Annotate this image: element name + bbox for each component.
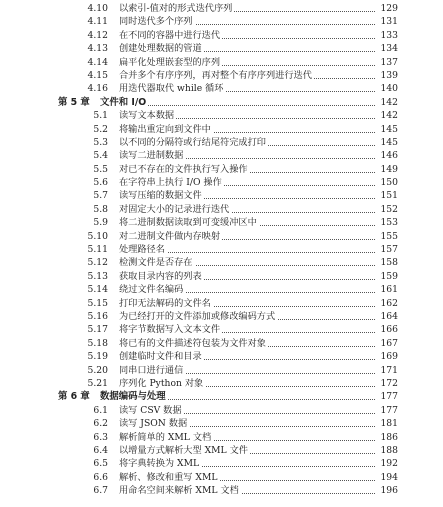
section-number: 6.2 [93,418,108,430]
toc-entry [0,149,443,162]
section-title: 处理路径名 [119,244,165,256]
toc-entry [0,189,443,202]
section-number: 4.13 [87,43,108,55]
page-number: 166 [376,323,398,336]
section-number: 5.12 [87,257,108,269]
page-number: 137 [376,56,398,69]
page-number: 181 [376,417,398,430]
section-title: 用迭代器取代 while 循环 [119,83,224,95]
toc-entry [0,337,443,350]
section-title: 创建临时文件和目录 [119,351,202,363]
section-number: 5.10 [87,230,108,242]
section-title: 解析、修改和重写 XML [119,471,218,483]
section-title: 将二进制数据读取到可变缓冲区中 [119,217,257,229]
page-number: 164 [376,310,398,323]
toc-entry [0,29,443,42]
page-number: 149 [376,163,398,176]
toc-entry [0,297,443,310]
section-title: 在不同的容器中进行迭代 [119,29,221,41]
section-title: 以增量方式解析大型 XML 文件 [119,444,248,456]
section-title: 创建处理数据的管道 [119,43,202,55]
section-number: 6.5 [93,458,108,470]
page-number: 177 [376,404,398,417]
toc-entry [0,203,443,216]
toc-entry [0,310,443,323]
section-number: 5.13 [87,270,108,282]
section-title: 将输出重定向到文件中 [119,123,211,135]
section-title: 序列化 Python 对象 [119,377,204,389]
toc-entry [0,256,443,269]
section-number: 5.1 [93,110,108,122]
toc-entry [0,457,443,470]
page-number: 153 [376,216,398,229]
toc-entry [0,82,443,95]
toc-chapter-heading [0,390,443,403]
page-number: 161 [376,283,398,296]
section-number: 4.14 [87,56,108,68]
page-number: 162 [376,297,398,310]
page-number: 133 [376,29,398,42]
page-number: 177 [376,390,398,403]
section-title: 读写文本数据 [119,110,175,122]
section-title: 以索引-值对的形式迭代序列 [119,3,233,14]
section-number: 5.20 [87,364,108,376]
section-title: 为已经打开的文件添加或修改编码方式 [119,310,276,322]
toc-entry [0,283,443,296]
section-title: 将字典转换为 XML [119,458,200,470]
toc-entry [0,431,443,444]
toc-entry [0,230,443,243]
section-title: 以不同的分隔符或行结尾符完成打印 [119,136,266,148]
page-number: 150 [376,176,398,189]
section-number: 5.9 [93,217,108,229]
page-number: 172 [376,377,398,390]
page-number: 151 [376,189,398,202]
section-number: 4.10 [87,3,108,14]
toc-entry [0,444,443,457]
section-title: 读写 CSV 数据 [119,404,182,416]
page-number: 157 [376,243,398,256]
page-number: 192 [376,457,398,470]
toc-entry [0,109,443,122]
toc-entry [0,404,443,417]
section-title: 合并多个有序序列，再对整个有序序列进行迭代 [119,69,312,81]
toc-entry [0,136,443,149]
page-number: 142 [376,96,398,109]
toc-entry [0,243,443,256]
section-number: 6.6 [93,471,108,483]
page-number: 145 [376,123,398,136]
section-title: 获取目录内容的列表 [119,270,202,282]
section-number: 4.12 [87,29,108,41]
page-number: 140 [376,82,398,95]
section-number: 5.7 [93,190,108,202]
toc-entry [0,2,443,15]
section-number: 5.17 [87,324,108,336]
section-number: 4.16 [87,83,108,95]
toc-entry [0,176,443,189]
toc-entry [0,163,443,176]
section-title: 将字节数据写入文本文件 [119,324,221,336]
section-number: 6.4 [93,444,108,456]
section-number: 5.21 [87,377,108,389]
toc-entry [0,123,443,136]
section-number: 5.18 [87,337,108,349]
page-number: 158 [376,256,398,269]
page-number: 155 [376,230,398,243]
section-title: 打印无法解码的文件名 [119,297,211,309]
section-title: 解析简单的 XML 文档 [119,431,212,443]
section-title: 同串口进行通信 [119,364,184,376]
page-number: 169 [376,350,398,363]
page-number: 152 [376,203,398,216]
section-title: 对二进制文件做内存映射 [119,230,221,242]
toc-entry [0,323,443,336]
section-number: 4.15 [87,69,108,81]
section-title: 读写二进制数据 [119,150,184,162]
section-title: 扁平化处理嵌套型的序列 [119,56,221,68]
page-number: 196 [376,484,398,497]
section-number: 5.11 [87,244,108,256]
section-number: 5.16 [87,310,108,322]
section-title: 检测文件是否存在 [119,257,193,269]
page-number: 186 [376,431,398,444]
toc-entry [0,484,443,497]
toc-entry [0,377,443,390]
toc-entry [0,270,443,283]
chapter-number: 第 5 章 [58,96,90,108]
toc-entry [0,364,443,377]
toc-entry [0,69,443,82]
section-number: 5.6 [93,177,108,189]
page-number: 146 [376,149,398,162]
section-title: 在字符串上执行 I/O 操作 [119,177,222,189]
page-number: 139 [376,69,398,82]
section-number: 5.19 [87,351,108,363]
toc-entry [0,15,443,28]
page-number: 194 [376,471,398,484]
section-title: 用命名空间来解析 XML 文档 [119,485,239,497]
section-number: 4.11 [87,16,108,28]
page-number: 171 [376,364,398,377]
page-number: 159 [376,270,398,283]
page-number: 131 [376,15,398,28]
section-number: 6.7 [93,485,108,497]
page-number: 129 [376,2,398,15]
section-title: 对已不存在的文件执行写入操作 [119,163,248,175]
page-number: 134 [376,42,398,55]
toc-entry [0,350,443,363]
page-number: 145 [376,136,398,149]
toc-entry [0,42,443,55]
toc-entry [0,56,443,69]
section-title: 绕过文件名编码 [119,284,184,296]
table-of-contents [0,2,443,497]
page-number: 142 [376,109,398,122]
chapter-title: 文件和 I/O [100,96,147,108]
section-number: 6.1 [93,404,108,416]
chapter-title: 数据编码与处理 [100,391,166,403]
section-title: 将已有的文件描述符包装为文件对象 [119,337,266,349]
section-number: 5.2 [93,123,108,135]
toc-entry [0,417,443,430]
section-title: 读写压缩的数据文件 [119,190,202,202]
section-number: 5.5 [93,163,108,175]
toc-entry [0,216,443,229]
toc-entry [0,471,443,484]
section-title: 对固定大小的记录进行迭代 [119,203,230,215]
section-number: 5.8 [93,203,108,215]
section-number: 5.3 [93,136,108,148]
section-number: 5.15 [87,297,108,309]
section-title: 读写 JSON 数据 [119,418,188,430]
section-number: 5.4 [93,150,108,162]
chapter-number: 第 6 章 [58,391,90,403]
toc-chapter-heading [0,96,443,109]
section-title: 同时迭代多个序列 [119,16,193,28]
page-number: 188 [376,444,398,457]
section-number: 5.14 [87,284,108,296]
section-number: 6.3 [93,431,108,443]
page-number: 167 [376,337,398,350]
